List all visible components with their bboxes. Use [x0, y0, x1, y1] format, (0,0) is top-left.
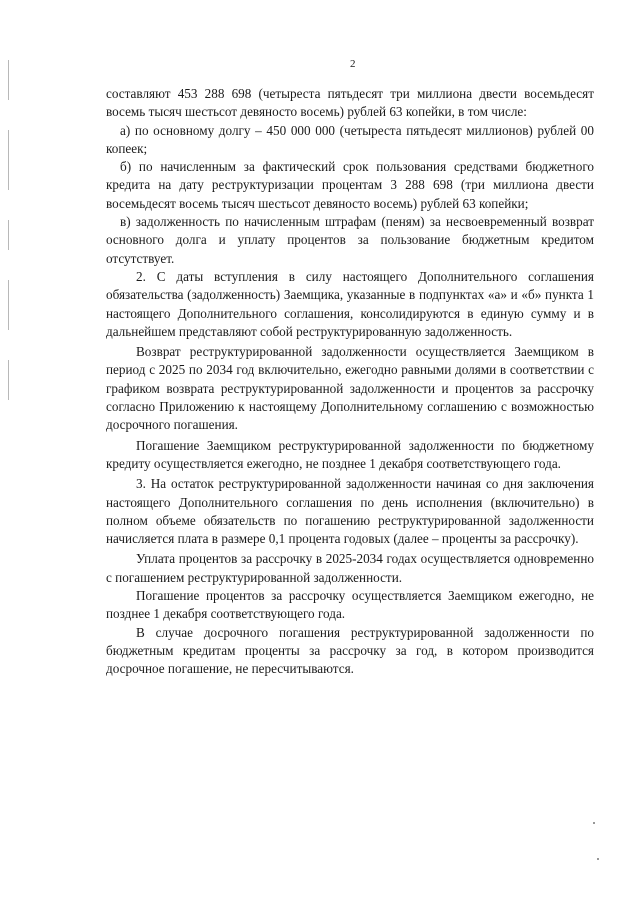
paragraph-repayment: Возврат реструктурированной задолженности осуществляется Заемщиком в период с 2025 по 2034 год включительно, ежегодно равными долями в соответствии с графиком возврата реструктурированной задолженности и процентов за рассрочку согласно Приложению к настоящему Дополнительному соглашению с возможностью досрочного погашения.	[106, 344, 594, 433]
paragraph-item-b: б) по начисленным за фактический срок пользования средствами бюджетного кредита на дату реструктуризации процентам 3 288 698 (три миллиона двести восемьдесят восемь тысяч шестьсот девяносто восемь) рублей 63 копейки;	[106, 159, 594, 211]
paragraph-interest-deadline: Погашение процентов за рассрочку осуществляется Заемщиком ежегодно, не позднее 1 декабря соответствующего года.	[106, 588, 594, 622]
paragraph-clause-3: 3. На остаток реструктурированной задолженности начиная со дня заключения настоящего Дополнительного соглашения по день исполнения (включительно) в полном объеме обязательств по погашению реструктурированной задолженности начисляется плата в размере 0,1 процента годовых (далее – проценты за рассрочку).	[106, 476, 594, 547]
scan-speck	[597, 858, 599, 860]
scan-margin-marks	[6, 60, 12, 400]
page-number: 2	[350, 58, 356, 70]
paragraph-item-c: в) задолженность по начисленным штрафам (пеням) за несвоевременный возврат основного долга и уплату процентов за пользование бюджетным кредитом отсутствует.	[106, 214, 594, 266]
paragraph-repayment-deadline: Погашение Заемщиком реструктурированной задолженности по бюджетному кредиту осуществляется ежегодно, не позднее 1 декабря соответствующего года.	[106, 437, 594, 471]
document-body	[106, 85, 594, 679]
paragraph-total-amount: составляют 453 288 698 (четыреста пятьдесят три миллиона двести восемьдесят восемь тысяч шестьсот девяносто восемь) рублей 63 копейки, в том числе:	[106, 86, 594, 120]
paragraph-clause-2: 2. С даты вступления в силу настоящего Дополнительного соглашения обязательства (задолженность) Заемщика, указанные в подпунктах «а» и «б» пункта 1 настоящего Дополнительного соглашения, консолидируются в единую сумму и в дальнейшем представляют собой реструктурированную задолженность.	[106, 268, 594, 339]
paragraph-early-repayment: В случае досрочного погашения реструктурированной задолженности по бюджетным кредитам проценты за рассрочку за год, в котором производится досрочное погашение, не пересчитываются.	[106, 624, 594, 677]
paragraph-interest-payment: Уплата процентов за рассрочку в 2025-2034 годах осуществляется одновременно с погашением реструктурированной задолженности.	[106, 551, 594, 585]
paragraph-item-a: а) по основному долгу – 450 000 000 (четыреста пятьдесят миллионов) рублей 00 копеек;	[106, 122, 594, 156]
scan-speck	[593, 822, 595, 824]
